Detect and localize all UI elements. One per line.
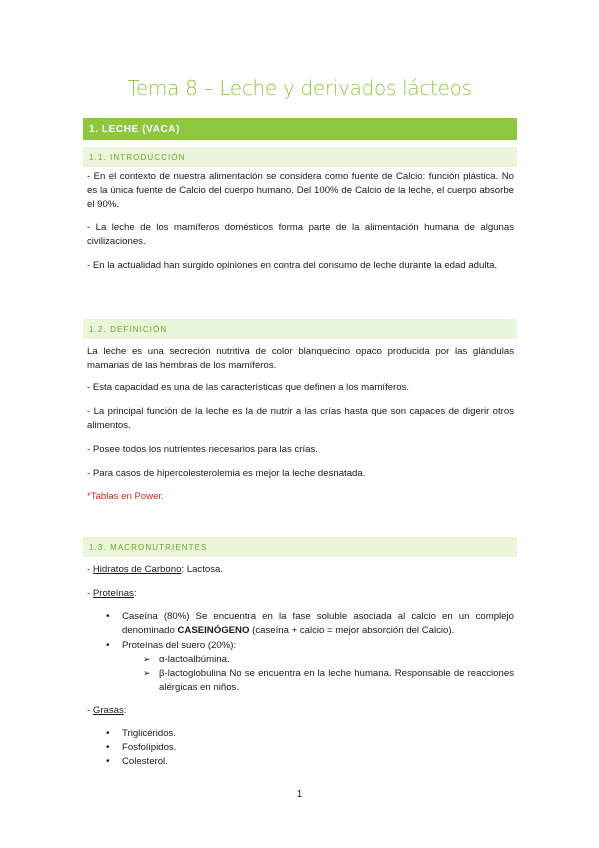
definicion-paragraph-3: - La principal función de la leche es la de nutrir a las crías hasta que son capaces de digerir otros alimentos.: [87, 406, 514, 431]
tablas-note: *Tablas en Power.: [87, 491, 164, 502]
arrow-bullet-icon: ➢: [143, 654, 151, 664]
section-heading-leche: 1. LECHE (VACA): [83, 118, 517, 140]
bullet-icon: •: [106, 611, 110, 622]
suero-item: Proteínas del suero (20%):: [122, 640, 237, 651]
definicion-paragraph-2: - Esta capacidad es una de las características que definen a los mamíferos.: [87, 382, 410, 393]
beta-lactoglobulina-item: β-lactoglobulina No se encuentra en la leche humana. Responsable de reacciones alérgicas en niños.: [159, 668, 514, 693]
caseina-item: Caseína (80%) Se encuentra en la fase soluble asociada al calcio en un complejo denominado CASEINÓGENO (caseína + calcio = mejor absorción del Calcio).: [122, 611, 514, 636]
subsection-heading-introduccion: 1.1. INTRODUCCIÓN: [83, 147, 517, 167]
bullet-icon: •: [106, 742, 110, 753]
document-title: Tema 8 – Leche y derivados lácteos: [127, 76, 472, 100]
grasas-line: - Grasas:: [87, 705, 127, 716]
bullet-icon: •: [106, 640, 110, 651]
intro-paragraph-3: - En la actualidad han surgido opiniones en contra del consumo de leche durante la edad adulta.: [87, 260, 498, 271]
grasas-item-trigliceridos: Triglicéridos.: [122, 728, 177, 739]
hidratos-line: - Hidratos de Carbono: Lactosa.: [87, 564, 224, 575]
grasas-item-colesterol: Colesterol.: [122, 756, 168, 767]
proteinas-line: - Proteínas:: [87, 588, 137, 599]
subsection-heading-definicion: 1.2. DEFINICIÓN: [83, 319, 517, 339]
subsection-heading-macronutrientes: 1.3. MACRONUTRIENTES: [83, 537, 517, 557]
caseinogeno-term: CASEINÓGENO: [177, 624, 250, 636]
bullet-icon: •: [106, 728, 110, 739]
alfa-lactoalbumina-item: α-lactoalbúmina.: [159, 654, 230, 665]
definicion-paragraph-1: La leche es una secreción nutritiva de color blanquecino opaco producida por las glándulas mamarias de las hembras de los mamíferos.: [87, 346, 514, 371]
definicion-paragraph-4: - Posee todos los nutrientes necesarios para las crías.: [87, 444, 318, 455]
intro-paragraph-2: - La leche de los mamíferos domésticos forma parte de la alimentación humana de algunas civilizaciones.: [87, 222, 514, 247]
bullet-icon: •: [106, 756, 110, 767]
grasas-label: Grasas: [92, 705, 124, 716]
page-number: 1: [296, 789, 303, 800]
hidratos-label: Hidratos de Carbono: [92, 564, 182, 575]
arrow-bullet-icon: ➢: [143, 668, 151, 678]
proteinas-label: Proteínas: [92, 588, 134, 599]
intro-paragraph-1: - En el contexto de nuestra alimentación se considera como fuente de Calcio: función plástica. No es la única fuente de Calcio del cuerpo humano. Del 100% de Calcio de la leche, el cuerpo absorbe el 90%.: [87, 171, 514, 210]
grasas-item-fosfolipidos: Fosfolípidos.: [122, 742, 177, 753]
definicion-paragraph-5: - Para casos de hipercolesterolemia es mejor la leche desnatada.: [87, 468, 366, 479]
